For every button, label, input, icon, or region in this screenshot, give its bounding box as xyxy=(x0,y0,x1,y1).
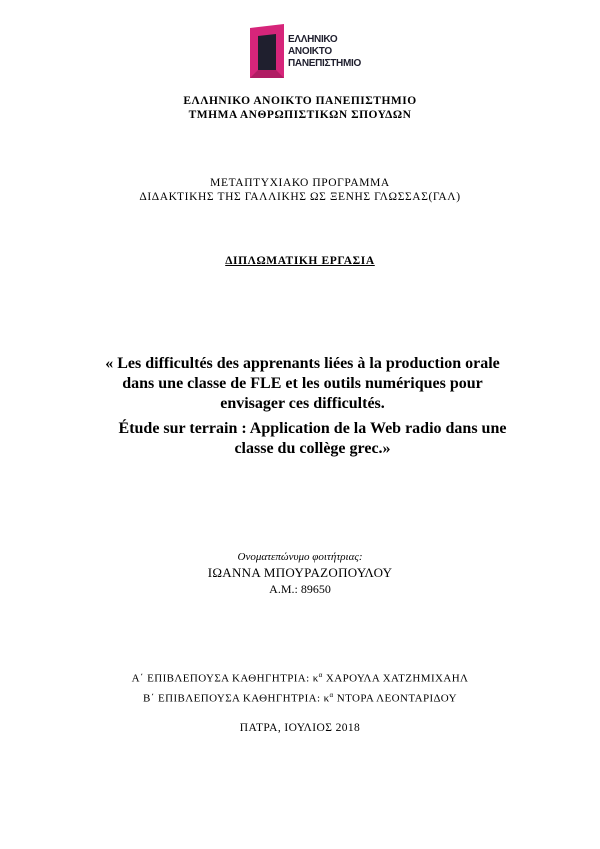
supervisor-label: Α΄ ΕΠΙΒΛΕΠΟΥΣΑ ΚΑΘΗΓΗΤΡΙΑ: κ xyxy=(131,672,319,685)
supervisors-block xyxy=(0,667,600,706)
thesis-title xyxy=(90,354,515,459)
student-block xyxy=(0,549,600,597)
program-line: ΜΕΤΑΠΤΥΧΙΑΚΟ ΠΡΟΓΡΑΜΜΑ xyxy=(210,177,390,189)
student-name: ΙΩΑΝΝΑ ΜΠΟΥΡΑΖΟΠΟΥΛΟΥ xyxy=(207,565,393,580)
program-block xyxy=(0,176,600,204)
supervisor-sup: α xyxy=(329,690,334,699)
logo-mark-icon xyxy=(244,22,288,84)
student-label: Ονοματεπώνυμο φοιτήτριας: xyxy=(237,551,363,563)
program-line: ΔΙΔΑΚΤΙΚΗΣ ΤΗΣ ΓΑΛΛΙΚΗΣ ΩΣ ΞΕΝΗΣ ΓΛΩΣΣΑΣ(ΓΑΛ) xyxy=(139,191,461,203)
thesis-label: ΔΙΠΛΩΜΑΤΙΚΗ ΕΡΓΑΣΙΑ xyxy=(225,255,375,267)
logo-line: ΠΑΝΕΠΙΣΤΗΜΙΟ xyxy=(288,58,361,69)
title-part-1: « Les difficultés des apprenants liées à la production orale dans une classe de FLE et les outils numériques pour envisager ces difficultés. xyxy=(105,355,500,412)
supervisor-name: ΧΑΡΟΥΛΑ ΧΑΤΖΗΜΙΧΑΗΛ xyxy=(322,672,469,685)
title-part-2: Étude sur terrain : Application de la Web radio dans une classe du collège grec.» xyxy=(118,420,507,457)
place-date: ΠΑΤΡΑ, ΙΟΥΛΙΟΣ 2018 xyxy=(239,722,361,734)
logo-line: ΕΛΛΗΝΙΚΟ xyxy=(288,34,338,45)
logo-text xyxy=(288,34,361,70)
logo-line: ΑΝΟΙΚΤΟ xyxy=(288,46,332,57)
university-name: ΕΛΛΗΝΙΚΟ ΑΝΟΙΚΤΟ ΠΑΝΕΠΙΣΤΗΜΙΟ xyxy=(183,95,417,107)
student-id: Α.Μ.: 89650 xyxy=(269,582,331,596)
institution-header xyxy=(0,94,600,122)
university-logo xyxy=(244,22,364,84)
second-supervisor xyxy=(0,687,600,707)
department-name: ΤΜΗΜΑ ΑΝΘΡΩΠΙΣΤΙΚΩΝ ΣΠΟΥΔΩΝ xyxy=(188,109,412,121)
supervisor-name: ΝΤΟΡΑ ΛΕΟΝΤΑΡΙΔΟΥ xyxy=(333,692,457,705)
first-supervisor xyxy=(0,667,600,687)
supervisor-sup: α xyxy=(318,671,323,679)
supervisor-label: Β΄ ΕΠΙΒΛΕΠΟΥΣΑ ΚΑΘΗΓΗΤΡΙΑ: κ xyxy=(143,692,330,705)
